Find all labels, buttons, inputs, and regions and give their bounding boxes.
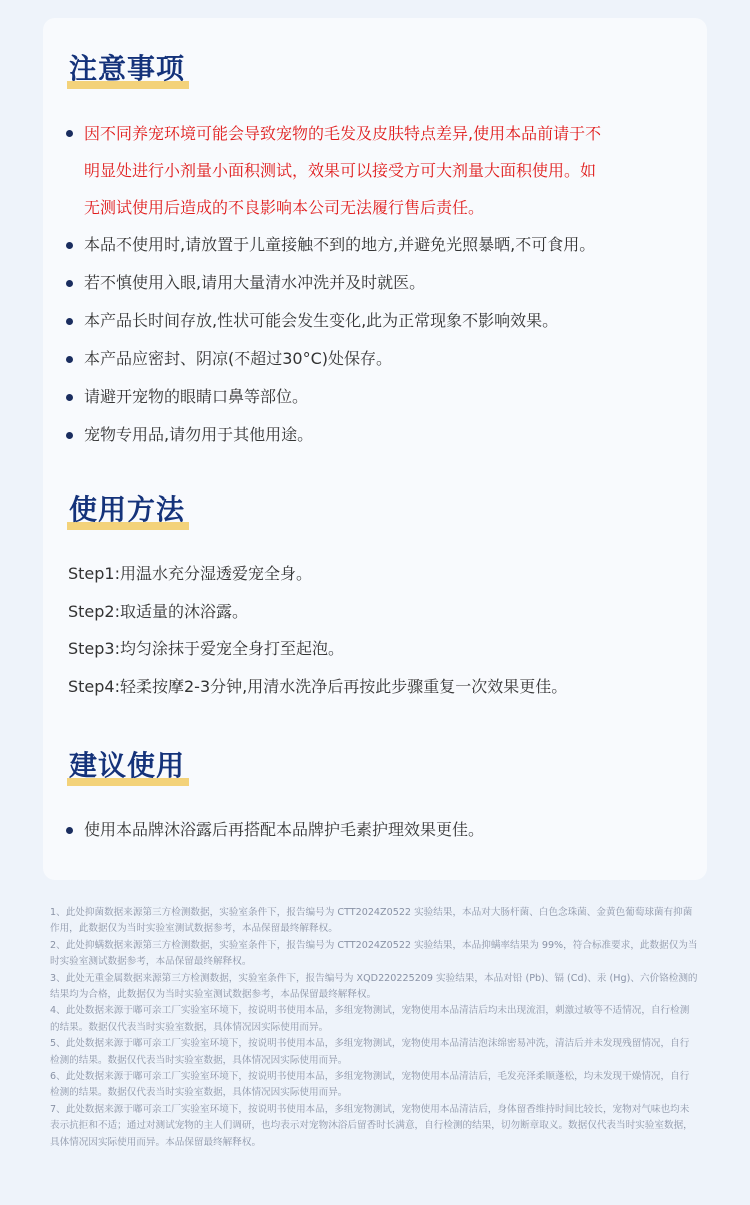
list-item: 本产品应密封、阴凉(不超过30°C)处保存。 xyxy=(66,340,686,378)
bullet-dot xyxy=(66,394,73,401)
section-title-usage: 使用方法 xyxy=(69,493,185,527)
footnote-3: 3、此处无重金属数据来源第三方检测数据，实验室条件下，报告编号为 XQD220225209 实验结果，本品对铅 (Pb)、镉 (Cd)、汞 (Hg)、六价铬检测的结果均为合格，此数据仅为当时实验室测试数据参考，本品保留最终解释权。 xyxy=(50,972,698,1001)
suggestion-list xyxy=(66,811,686,849)
footnotes xyxy=(50,905,698,1151)
usage-step-2: Step2:取适量的沐浴露。 xyxy=(68,601,249,621)
bullet-dot xyxy=(66,242,73,249)
list-item: 宠物专用品,请勿用于其他用途。 xyxy=(66,416,686,454)
footnote-6: 6、此处数据来源于嘟可亲工厂实验室环境下，按说明书使用本品，多组宠物测试，宠物使用本品清洁后，毛发亮泽柔顺蓬松，均未发现干燥情况，自行检测的结果。数据仅代表当时实验室数据，具体情况因实际使用而异。 xyxy=(50,1071,690,1099)
usage-steps xyxy=(68,555,693,705)
list-item-warning xyxy=(66,115,686,226)
list-item: 本品不使用时,请放置于儿童接触不到的地方,并避免光照暴晒,不可食用。 xyxy=(66,226,686,264)
footnote-2: 2、此处抑螨数据来源第三方检测数据，实验室条件下，报告编号为 CTT2024Z0522 实验结果，本品抑螨率结果为 99%，符合标准要求，此数据仅为当时实验室测试数据参考，本品保留最终解释权。 xyxy=(50,939,698,968)
warning-line-3: 无测试使用后造成的不良影响本公司无法履行售后责任。 xyxy=(84,198,485,217)
list-item: 本产品长时间存放,性状可能会发生变化,此为正常现象不影响效果。 xyxy=(66,302,686,340)
footnote-5: 5、此处数据来源于嘟可亲工厂实验室环境下，按说明书使用本品，多组宠物测试，宠物使用本品清洁泡沫绵密易冲洗，清洁后并未发现残留情况，自行检测的结果。数据仅代表当时实验室数据，具体情况因实际使用而异。 xyxy=(50,1038,690,1066)
list-item: 请避开宠物的眼睛口鼻等部位。 xyxy=(66,378,686,416)
precautions-header xyxy=(69,52,185,86)
footnote-4: 4、此处数据来源于嘟可亲工厂实验室环境下，按说明书使用本品，多组宠物测试，宠物使用本品清洁后均未出现流泪，刺激过敏等不适情况，自行检测的结果。数据仅代表当时实验室数据，具体情况因实际使用而异。 xyxy=(50,1005,690,1033)
suggestion-header xyxy=(69,749,185,783)
list-item: 若不慎使用入眼,请用大量清水冲洗并及时就医。 xyxy=(66,264,686,302)
precautions-list xyxy=(66,115,686,454)
content-card xyxy=(43,18,707,880)
usage-header xyxy=(69,493,185,527)
list-item: 使用本品牌沐浴露后再搭配本品牌护毛素护理效果更佳。 xyxy=(66,811,686,849)
bullet-dot xyxy=(66,827,73,834)
bullet-dot xyxy=(66,130,73,137)
warning-line-2: 明显处进行小剂量小面积测试，效果可以接受方可大剂量大面积使用。如 xyxy=(84,161,597,180)
usage-step-1: Step1:用温水充分湿透爱宠全身。 xyxy=(68,564,313,583)
footnote-1: 1、此处抑菌数据来源第三方检测数据，实验室条件下，报告编号为 CTT2024Z0522 实验结果，本品对大肠杆菌、白色念珠菌、金黄色葡萄球菌有抑菌作用，此数据仅为当时实验室测试数据参考，本品保留最终解释权。 xyxy=(50,907,693,935)
section-title-suggestion: 建议使用 xyxy=(69,749,185,783)
section-title-precautions: 注意事项 xyxy=(69,52,185,86)
usage-step-3: Step3:均匀涂抹于爱宠全身打至起泡。 xyxy=(68,639,345,658)
bullet-dot xyxy=(66,318,73,325)
usage-step-4: Step4:轻柔按摩2-3分钟,用清水洗净后再按此步骤重复一次效果更佳。 xyxy=(68,676,568,696)
footnote-7: 7、此处数据来源于嘟可亲工厂实验室环境下，按说明书使用本品，多组宠物测试，宠物使用本品清洁后，身体留香维持时间比较长，宠物对气味也均未表示抗拒和不适；通过对测试宠物的主人们调研，也均表示对宠物沐浴后留香时长满意，自行检测的结果，切勿断章取义。数据仅代表当时实验室数据，具体情况因实际使用而异。本品保留最终解释权。 xyxy=(50,1103,693,1148)
warning-line-1: 因不同养宠环境可能会导致宠物的毛发及皮肤特点差异,使用本品前请于不 xyxy=(84,124,602,143)
bullet-dot xyxy=(66,432,73,439)
bullet-dot xyxy=(66,356,73,363)
bullet-dot xyxy=(66,280,73,287)
